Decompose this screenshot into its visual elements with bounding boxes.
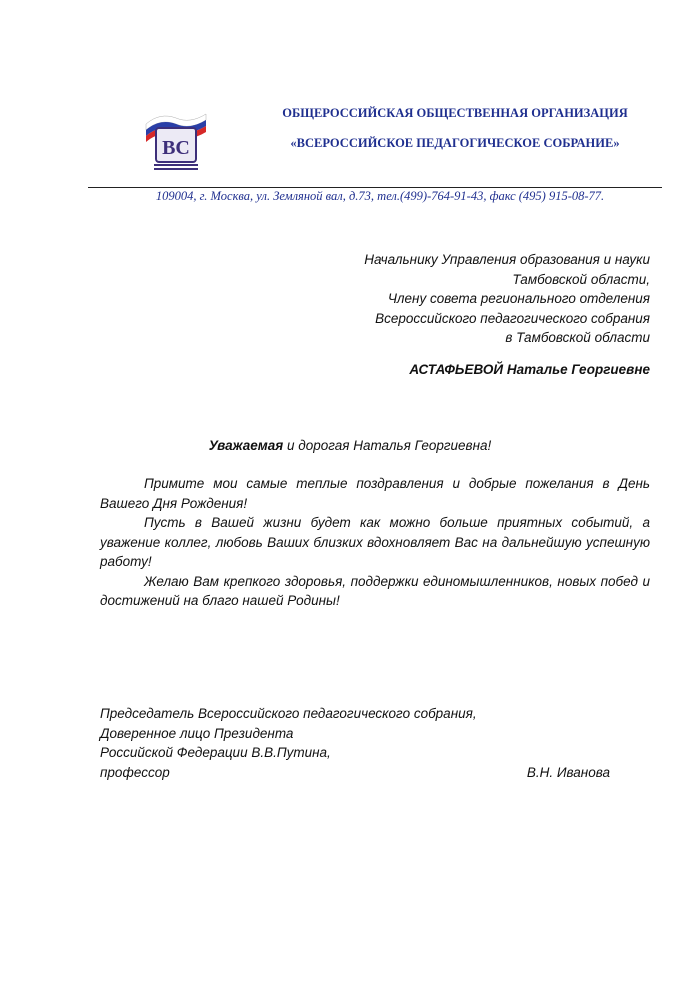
logo-letters: ВС — [162, 137, 190, 159]
organization-name-line2: «ВСЕРОССИЙСКОЕ ПЕДАГОГИЧЕСКОЕ СОБРАНИЕ» — [290, 136, 620, 150]
recipient-line: Члену совета регионального отделения — [387, 291, 650, 306]
recipient-line: Тамбовской области, — [512, 271, 650, 287]
signature-line: Председатель Всероссийского педагогического собрания, — [100, 706, 477, 721]
salutation-bold: Уважаемая — [208, 438, 284, 453]
salutation-rest: и дорогая Наталья Георгиевна! — [283, 438, 492, 453]
signature-line: Российской Федерации В.В.Путина, — [100, 745, 331, 760]
organization-logo — [140, 104, 212, 174]
letter-body — [100, 474, 650, 611]
signature-block — [100, 704, 610, 782]
body-paragraph: Примите мои самые теплые поздравления и добрые пожелания в День Вашего Дня Рождения! — [100, 476, 650, 511]
body-paragraph: Пусть в Вашей жизни будет как можно больше приятных событий, а уважение коллег, любовь Ваших близких вдохновляет Вас на дальнейшую успешную работу! — [100, 515, 650, 569]
recipient-line: Начальнику Управления образования и науки — [364, 252, 650, 267]
organization-address: 109004, г. Москва, ул. Земляной вал, д.73, тел.(499)-764-91-43, факс (495) 915-08-77. — [155, 189, 605, 203]
signer-title: профессор — [100, 764, 170, 780]
recipient-line: Всероссийского педагогического собрания — [375, 310, 650, 326]
signer-name: В.Н. Иванова — [526, 764, 610, 780]
recipient-name: АСТАФЬЕВОЙ Наталье Георгиевне — [409, 362, 650, 377]
signature-row — [100, 763, 610, 783]
header-divider — [88, 187, 662, 188]
salutation — [0, 438, 700, 453]
recipient-line: в Тамбовской области — [505, 330, 650, 345]
recipient-block — [364, 250, 650, 348]
signature-line: Доверенное лицо Президента — [100, 725, 294, 741]
organization-name-line1: ОБЩЕРОССИЙСКАЯ ОБЩЕСТВЕННАЯ ОРГАНИЗАЦИЯ — [282, 106, 628, 120]
body-paragraph: Желаю Вам крепкого здоровья, поддержки единомышленников, новых побед и достижений на благо нашей Родины! — [100, 573, 650, 608]
